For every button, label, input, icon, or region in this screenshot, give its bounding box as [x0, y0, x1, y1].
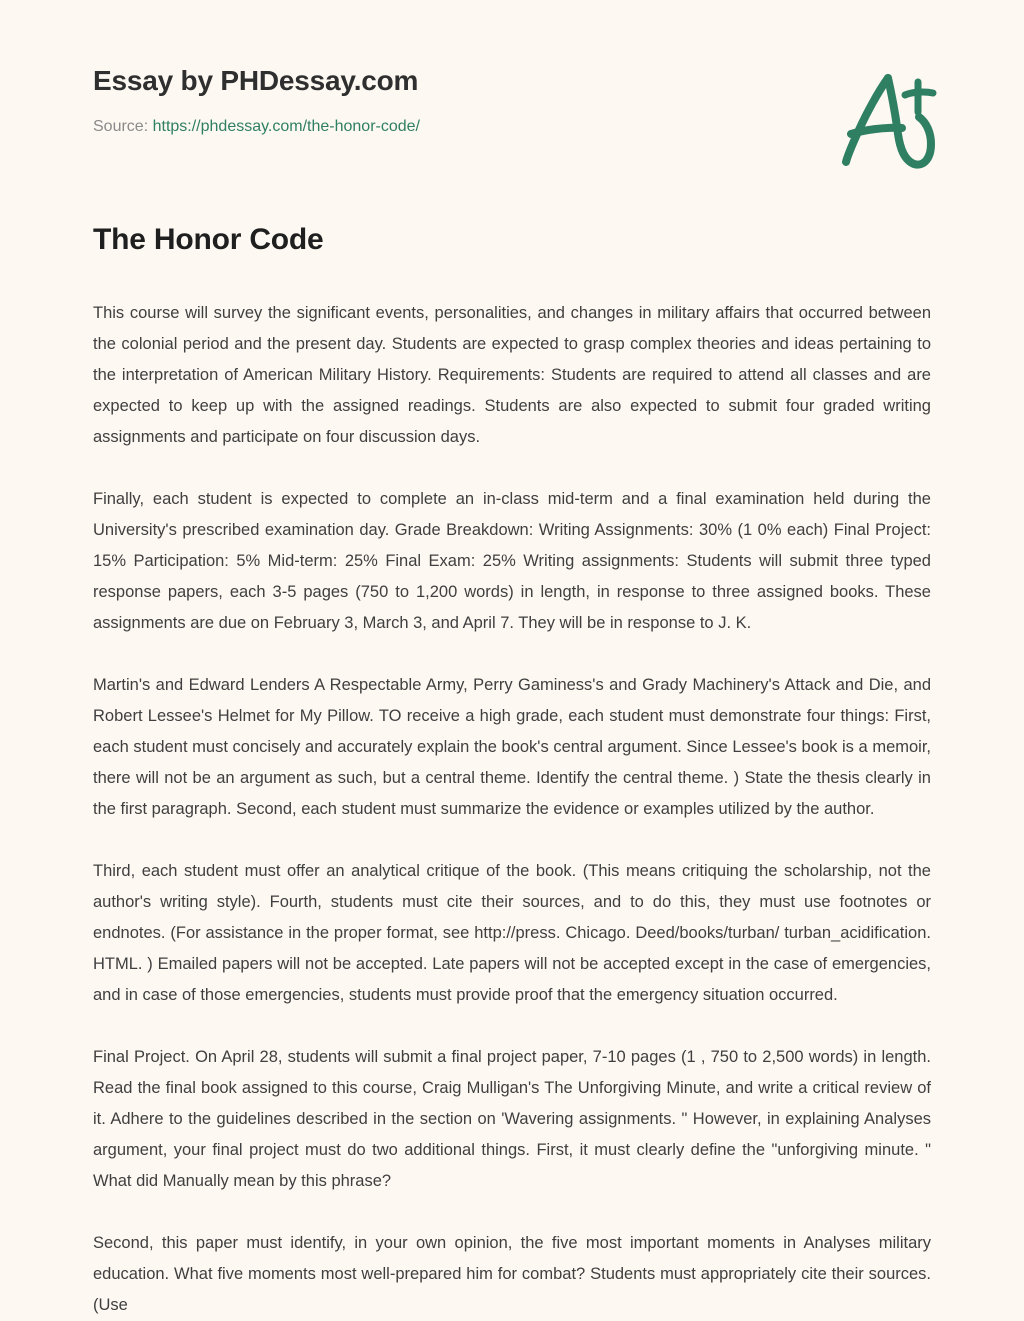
- brand-title: Essay by PHDessay.com: [93, 65, 419, 96]
- paragraph: Third, each student must offer an analytical critique of the book. (This means critiquing the scholarship, not the author's writing style). Fourth, students must cite their sources, and to do this, they must use footnotes or endnotes. (For assistance in the proper format, see http://press. Chicago. Deed/books/turban/ turban_acidification. HTML. ) Emailed papers will not be accepted. Late papers will not be accepted except in the case of emergencies, and in case of those emergencies, students must provide proof that the emergency situation occurred.: [93, 862, 931, 1004]
- page-header: [0, 0, 1024, 200]
- brand-block: [93, 64, 713, 137]
- paragraph: Martin's and Edward Lenders A Respectable Army, Perry Gaminess's and Grady Machinery's Attack and Die, and Robert Lessee's Helmet for My Pillow. TO receive a high grade, each student must demonstrate four things: First, each student must concisely and accurately explain the book's central argument. Since Lessee's book is a memoir, there will not be an argument as such, but a central theme. Identify the central theme. ) State the thesis clearly in the first paragraph. Second, each student must summarize the evidence or examples utilized by the author.: [93, 676, 931, 818]
- paragraph: Finally, each student is expected to complete an in-class mid-term and a final examination held during the University's prescribed examination day. Grade Breakdown: Writing Assignments: 30% (1 0% each) Final Project: 15% Participation: 5% Mid-term: 25% Final Exam: 25% Writing assignments: Students will submit three typed response papers, each 3-5 pages (750 to 1,200 words) in length, in response to three assigned books. These assignments are due on February 3, March 3, and April 7. They will be in response to J. K.: [93, 490, 931, 632]
- paragraph: Second, this paper must identify, in your own opinion, the five most important moments in Analyses military education. What five moments most well-prepared him for combat? Students must appropriately cite their sources. (Use: [93, 1234, 931, 1314]
- page-title: The Honor Code: [93, 223, 324, 256]
- a-plus-logo: [834, 70, 940, 172]
- source-label: Source:: [93, 117, 149, 135]
- article-body: [93, 298, 931, 1321]
- a-plus-logo-icon: [834, 70, 940, 172]
- article: [93, 222, 931, 1321]
- source-url-link[interactable]: https://phdessay.com/the-honor-code/: [152, 117, 420, 135]
- paragraph: This course will survey the significant events, personalities, and changes in military affairs that occurred between the colonial period and the present day. Students are expected to grasp complex theories and ideas pertaining to the interpretation of American Military History. Requirements: Students are required to attend all classes and are expected to keep up with the assigned readings. Students are also expected to submit four graded writing assignments and participate on four discussion days.: [93, 304, 931, 446]
- source-line: [93, 117, 713, 138]
- paragraph: Final Project. On April 28, students will submit a final project paper, 7-10 pages (1 , 750 to 2,500 words) in length. Read the final book assigned to this course, Craig Mulligan's The Unforgiving Minute, and write a critical review of it. Adhere to the guidelines described in the section on 'Wavering assignments. " However, in explaining Analyses argument, your final project must do two additional things. First, it must clearly define the "unforgiving minute. " What did Manually mean by this phrase?: [93, 1048, 931, 1190]
